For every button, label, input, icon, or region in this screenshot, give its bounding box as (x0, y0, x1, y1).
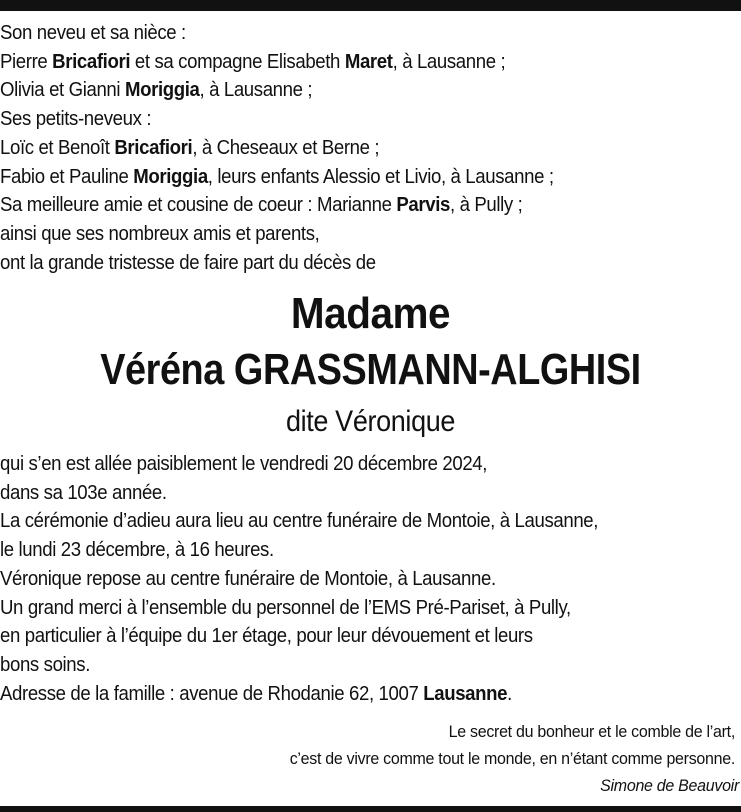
text-segment: Fabio et Pauline (0, 165, 134, 188)
bottom-border (0, 806, 741, 812)
family-line (0, 249, 554, 278)
details-line (0, 479, 598, 508)
text-segment: Ses petits-neveux : (0, 108, 152, 131)
family-line (0, 19, 554, 48)
text-segment: Pierre (0, 50, 53, 73)
family-line (0, 163, 554, 192)
text-segment: , leurs enfants Alessio et Livio, à Lausanne ; (207, 165, 554, 188)
surname-text: Moriggia (124, 79, 200, 102)
text-segment: Adresse de la famille : avenue de Rhodanie 62, 1007 (0, 682, 424, 705)
deceased-name: Véréna GRASSMANN-ALGHISI (100, 345, 641, 394)
quote-block-2 (0, 745, 735, 772)
surname-text: Bricafiori (52, 50, 131, 73)
top-border (0, 0, 741, 11)
details-line (0, 450, 598, 479)
quote-line-1: Le secret du bonheur et le comble de l’art, (448, 722, 735, 741)
text-segment: Loïc et Benoît (0, 136, 115, 159)
text-segment: Son neveu et sa nièce : (0, 22, 186, 44)
family-announcement (0, 19, 595, 277)
text-segment: La cérémonie d’adieu aura lieu au centre funéraire de Montoie, à Lausanne, (0, 510, 599, 533)
deceased-nickname: dite Véronique (285, 405, 456, 438)
surname-text: Moriggia (133, 165, 208, 188)
family-line (0, 191, 554, 220)
details-line (0, 622, 598, 651)
text-segment: , à Cheseaux et Berne ; (192, 136, 380, 159)
family-line (0, 105, 554, 134)
text-segment: en particulier à l’équipe du 1er étage, pour leur dévouement et leurs (0, 625, 533, 648)
details-line (0, 594, 598, 623)
text-segment: , à Pully ; (449, 194, 523, 217)
family-line (0, 76, 554, 105)
family-line (0, 48, 554, 77)
text-segment: . (507, 682, 512, 705)
quote-line-2: c’est de vivre comme tout le monde, en n’étant comme personne. (289, 749, 735, 768)
surname-text: Lausanne (423, 682, 508, 705)
family-line (0, 134, 554, 163)
details-line (0, 651, 598, 680)
text-segment: le lundi 23 décembre, à 16 heures. (0, 539, 274, 562)
text-segment: et sa compagne Elisabeth (130, 50, 345, 73)
details-line (0, 565, 598, 594)
deceased-title: Madame (290, 289, 451, 338)
text-segment: Véronique repose au centre funéraire de Montoie, à Lausanne. (0, 567, 496, 590)
text-segment: , à Lausanne ; (199, 79, 313, 102)
surname-text: Parvis (396, 194, 450, 217)
quote-author: Simone de Beauvoir (600, 776, 739, 795)
text-segment: Un grand merci à l’ensemble du personnel de l’EMS Pré-Pariset, à Pully, (0, 596, 571, 619)
surname-text: Bricafiori (114, 136, 193, 159)
text-segment: ont la grande tristesse de faire part du décès de (0, 251, 376, 274)
text-segment: ainsi que ses nombreux amis et parents, (0, 222, 320, 245)
quote-block (0, 718, 735, 745)
details-line (0, 536, 598, 565)
family-line (0, 220, 554, 249)
text-segment: Sa meilleure amie et cousine de coeur : Marianne (0, 194, 397, 217)
text-segment: Olivia et Gianni (0, 79, 125, 102)
quote-author-block (0, 772, 739, 799)
funeral-details (0, 450, 643, 708)
text-segment: bons soins. (0, 653, 91, 676)
details-line (0, 680, 598, 709)
text-segment: dans sa 103e année. (0, 481, 167, 504)
details-line (0, 507, 598, 536)
text-segment: , à Lausanne ; (392, 50, 506, 73)
text-segment: qui s’en est allée paisiblement le vendredi 20 décembre 2024, (0, 453, 488, 475)
surname-text: Maret (344, 50, 393, 73)
